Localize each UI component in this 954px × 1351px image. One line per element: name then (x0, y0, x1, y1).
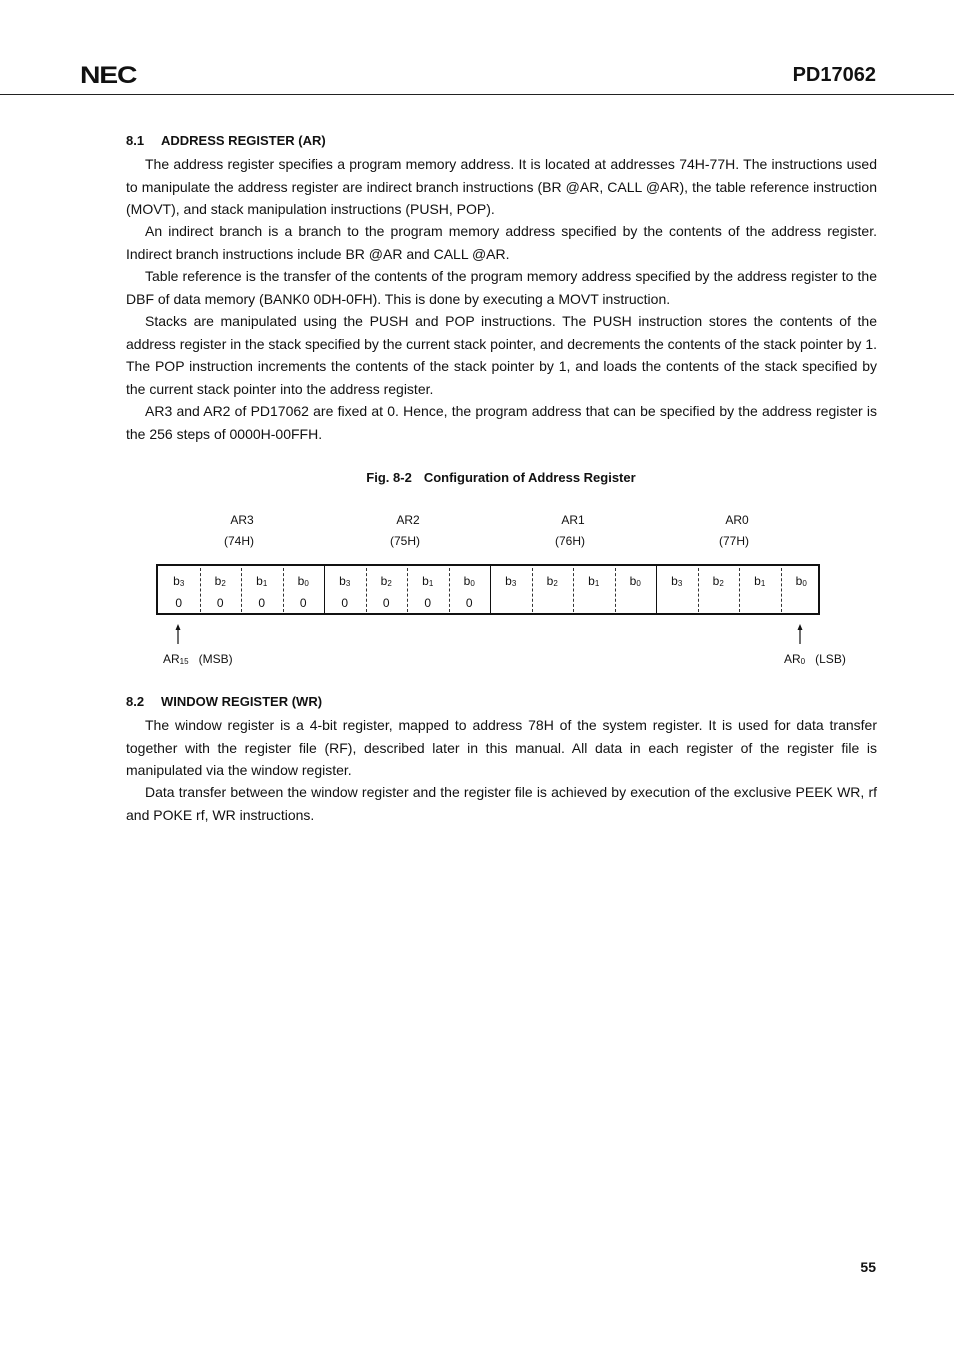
register-bit-cell (490, 566, 532, 613)
bit-divider (241, 568, 242, 612)
register-bit-cell (200, 566, 242, 613)
page-number: 55 (860, 1259, 876, 1275)
register-name: AR0 (725, 513, 749, 527)
bit-divider (366, 568, 367, 612)
register-bit-cell (698, 566, 740, 613)
register-bit-cell (449, 566, 491, 613)
bit-label: $b_2$ (546, 574, 558, 588)
bit-value: 0 (465, 596, 473, 610)
msb-label: $AR_{15}$ (MSB) (163, 652, 233, 666)
bit-label: $b_3$ (339, 574, 351, 588)
nec-logo: NEC (80, 62, 137, 89)
bit-value: 0 (216, 596, 224, 610)
register-bit-cell (283, 566, 325, 613)
paragraph: The window register is a 4-bit register, mapped to address 78H of the system register. It is used for data transfer together with the register file (RF), described later in this manual. All data in each register of the register file is manipulated via the window register. (126, 717, 877, 778)
bit-label: $b_2$ (380, 574, 392, 588)
register-bit-cell (158, 566, 200, 613)
paragraph: Data transfer between the window register and the register file is achieved by execution of the exclusive PEEK WR, rf and POKE rf, WR instructions. (126, 784, 877, 823)
register-bit-cell (532, 566, 574, 613)
register-bit-cell (656, 566, 698, 613)
bit-divider (283, 568, 284, 612)
register-address: (77H) (718, 534, 749, 548)
register-address: (74H) (223, 534, 254, 548)
bit-value: 0 (382, 596, 390, 610)
paragraph: Stacks are manipulated using the PUSH and POP instructions. The PUSH instruction stores the contents of the address register in the stack specified by the current stack pointer, and decrements the contents of the stack pointer by 1. The POP instruction increments the contents of the stack pointer by 1, and loads the contents of the stack specified by the current stack pointer into the address register. (126, 313, 877, 397)
bit-divider (200, 568, 201, 612)
bit-label: $b_3$ (671, 574, 683, 588)
bit-label: $b_3$ (173, 574, 185, 588)
bit-label: $b_0$ (795, 574, 807, 588)
bit-label: $b_1$ (256, 574, 268, 588)
lsb-label: $AR_0$ (LSB) (784, 652, 846, 666)
register-bit-cell (324, 566, 366, 613)
section-title: ADDRESS REGISTER (AR) (161, 133, 326, 148)
register-bit-cell (739, 566, 781, 613)
page-header (0, 0, 954, 95)
bit-label: $b_2$ (214, 574, 226, 588)
bit-divider (615, 568, 616, 612)
register-bit-cell (366, 566, 408, 613)
bit-value: 0 (299, 596, 307, 610)
section-heading-8-1 (126, 133, 326, 148)
bit-value: 0 (424, 596, 432, 610)
lsb-arrow-icon (796, 624, 804, 644)
bit-divider (698, 568, 699, 612)
bit-divider (449, 568, 450, 612)
paragraph: The address register specifies a program memory address. It is located at addresses 74H-77H. The instructions used to manipulate the address register are indirect branch instructions (BR @AR, CALL @AR), the table reference instruction (MOVT), and stack manipulation instructions (PUSH, POP). (126, 156, 877, 217)
register-bit-cell (781, 566, 823, 613)
figure-number: Fig. 8-2 (366, 470, 412, 485)
paragraph: AR3 and AR2 of PD17062 are fixed at 0. Hence, the program address that can be specified by the address register is the 256 steps of 0000H-00FFH. (126, 403, 877, 442)
bit-label: $b_0$ (629, 574, 641, 588)
figure-title: Configuration of Address Register (423, 470, 636, 485)
bit-value: 0 (175, 596, 183, 610)
nibble-divider (324, 566, 325, 613)
bit-divider (407, 568, 408, 612)
bit-label: $b_3$ (505, 574, 517, 588)
bit-label: $b_0$ (297, 574, 309, 588)
nibble-divider (656, 566, 657, 613)
register-name: AR1 (561, 513, 585, 527)
document-number: PD17062 (792, 64, 876, 86)
register-name: AR2 (396, 513, 420, 527)
bit-label: $b_0$ (463, 574, 475, 588)
bit-divider (739, 568, 740, 612)
register-bit-cell (615, 566, 657, 613)
bit-value: 0 (258, 596, 266, 610)
section-number: 8.2 (126, 694, 145, 709)
register-name: AR3 (230, 513, 254, 527)
bit-label: $b_1$ (754, 574, 766, 588)
address-register-diagram (156, 564, 820, 615)
bit-label: $b_1$ (422, 574, 434, 588)
register-bit-cell (573, 566, 615, 613)
register-address: (75H) (389, 534, 420, 548)
register-bit-cell (241, 566, 283, 613)
section-heading-8-2 (126, 694, 322, 709)
register-address: (76H) (554, 534, 585, 548)
register-bit-cell (407, 566, 449, 613)
bit-divider (573, 568, 574, 612)
bit-label: $b_2$ (712, 574, 724, 588)
figure-caption (0, 470, 954, 485)
bit-divider (532, 568, 533, 612)
bit-value: 0 (341, 596, 349, 610)
section-number: 8.1 (126, 133, 145, 148)
bit-label: $b_1$ (588, 574, 600, 588)
section-title: WINDOW REGISTER (WR) (161, 694, 323, 709)
paragraph: Table reference is the transfer of the contents of the program memory address specified by the address register to the DBF of data memory (BANK0 0DH-0FH). This is done by executing a MOVT instruction. (126, 268, 877, 307)
nibble-divider (490, 566, 491, 613)
bit-divider (781, 568, 782, 612)
paragraph: An indirect branch is a branch to the program memory address specified by the contents of the address register. Indirect branch instructions include BR @AR and CALL @AR. (126, 223, 877, 262)
msb-arrow-icon (174, 624, 182, 644)
